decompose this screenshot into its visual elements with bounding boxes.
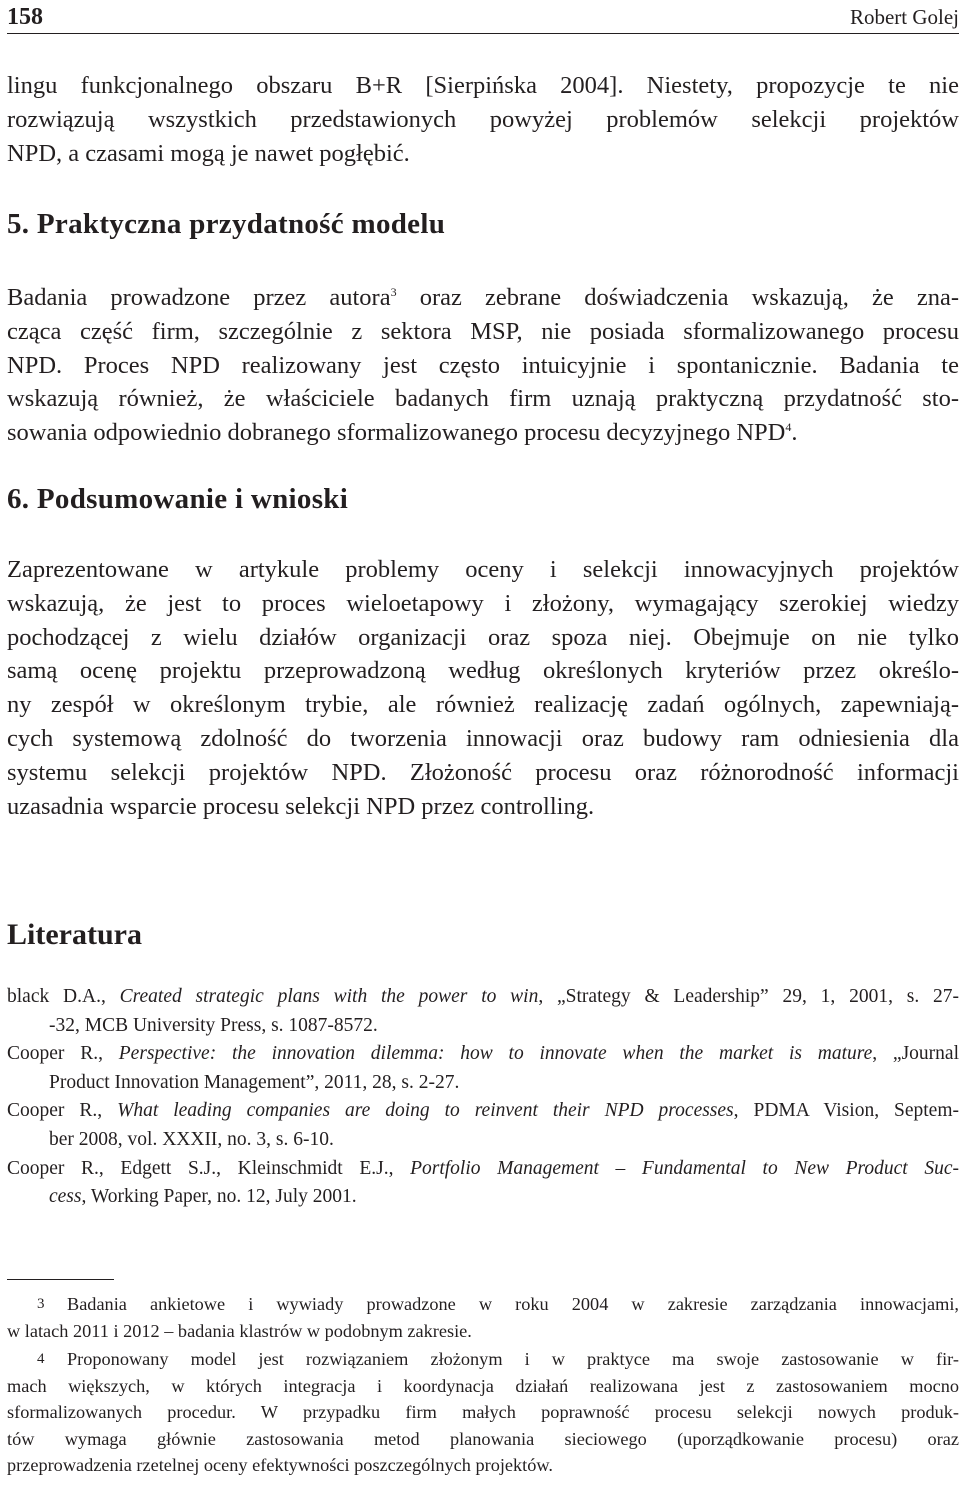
text-line: systemu selekcji projektów NPD. Złożoność procesu oraz różnorodność informacji — [7, 758, 959, 786]
section-6-paragraph — [7, 553, 959, 823]
reference-line: ber 2008, vol. XXXII, no. 3, s. 6-10. — [49, 1128, 334, 1150]
footnote-line: tów wymaga głównie zastosowania metod planowania sieciowego (uporządkowanie procesu) oraz — [7, 1428, 959, 1449]
footnote-line — [7, 1291, 959, 1318]
footnote-mark: 4 — [37, 1351, 45, 1367]
text-line: wskazują również, że właściciele badanych firm uznają praktyczną przydatność sto- — [7, 385, 959, 413]
running-header — [7, 0, 959, 34]
section-heading-5: 5. Praktyczna przydatność modelu — [7, 208, 446, 240]
ref-author: Cooper R. — [7, 1100, 98, 1122]
text-segment: Badania prowadzone przez autora — [7, 284, 391, 311]
ref-title: Created strategic plans with the power to win — [119, 986, 539, 1007]
text-line: lingu funkcjonalnego obszaru B+R [Sierpińska 2004]. Niestety, propozycje te nie — [7, 72, 959, 99]
text-line — [7, 416, 959, 450]
reference-line: -32, MCB University Press, s. 1087-8572. — [49, 1014, 378, 1036]
text-segment: sowania odpowiednio dobranego sformalizowanego procesu decyzyjnego NPD — [7, 419, 786, 447]
ref-details: , „Strategy & Leadership” 29, 1, 2001, s. 27- — [538, 986, 960, 1007]
running-author: Robert Golej — [849, 5, 959, 29]
ref-author: Cooper R., Edgett S.J., Kleinschmidt E.J. — [7, 1157, 389, 1179]
footnote-4 — [7, 1346, 959, 1479]
footnote-line: sformalizowanych procedur. W przypadku firm małych poprawność procesu selekcji nowych produk- — [7, 1402, 959, 1422]
reference-list — [7, 983, 959, 1212]
footnote-line: mach większych, w których integracja i koordynacja działań realizowana jest z zastosowaniem mocno — [7, 1375, 959, 1396]
ref-title: cess — [49, 1186, 82, 1208]
footnote-line: w latach 2011 i 2012 – badania klastrów w podobnym zakresie. — [7, 1320, 472, 1341]
text-line: cząca część firm, szczególnie z sektora MSP, nie posiada sformalizowanego procesu — [7, 317, 959, 345]
ref-title: Portfolio Management – Fundamental to New Product Suc- — [410, 1157, 959, 1179]
section-5-paragraph — [7, 281, 959, 450]
reference-line — [7, 1097, 959, 1126]
reference-line: Product Innovation Management”, 2011, 28, s. 2-27. — [49, 1071, 460, 1093]
ref-sep: , — [97, 1100, 118, 1122]
text-line: NPD. Proces NPD realizowany jest często intuicyjnie i spontanicznie. Badania te — [7, 351, 959, 379]
text-line: cych systemową zdolność do tworzenia innowacji oraz budowy ram odniesienia dla — [7, 724, 959, 752]
literature-heading: Literatura — [7, 918, 142, 951]
footnote-3 — [7, 1291, 959, 1344]
text-line: wskazują, że jest to proces wieloetapowy i złożony, wymagający szerokiej wiedzy — [7, 589, 959, 617]
footnote-text: Proponowany model jest rozwiązaniem złożonym i w praktyce ma swoje zastosowanie w fir- — [67, 1349, 959, 1369]
page-number: 158 — [7, 4, 43, 30]
footnote-mark: 3 — [37, 1296, 45, 1312]
reference-line — [7, 1183, 959, 1212]
footnote-line: przeprowadzenia rzetelnej oceny efektywności poszczególnych projektów. — [7, 1455, 553, 1475]
ref-details: , Working Paper, no. 12, July 2001. — [81, 1186, 357, 1208]
text-line: rozwiązują wszystkich przedstawionych powyżej problemów selekcji projektów — [7, 105, 959, 133]
intro-paragraph — [7, 69, 959, 170]
reference-item — [7, 1155, 959, 1212]
ref-details: , PDMA Vision, Septem- — [733, 1100, 960, 1122]
text-line: Zaprezentowane w artykule problemy oceny i selekcji innowacyjnych projektów — [7, 556, 959, 583]
text-line: uzasadnia wsparcie procesu selekcji NPD przez controlling. — [7, 792, 595, 820]
section-heading-6: 6. Podsumowanie i wnioski — [7, 483, 349, 515]
footnotes — [7, 1291, 959, 1479]
reference-item — [7, 1040, 959, 1097]
text-segment: . — [791, 419, 798, 447]
footnote-separator — [7, 1279, 114, 1280]
ref-author: Cooper R. — [7, 1043, 99, 1065]
footnote-line — [7, 1346, 959, 1373]
text-line: NPD, a czasami mogą je nawet pogłębić. — [7, 139, 410, 167]
text-line: pochodzącej z wielu działów organizacji oraz spoza niej. Obejmuje on nie tylko — [7, 623, 959, 651]
reference-item — [7, 1097, 959, 1154]
footnote-ref-4: 4 — [785, 420, 792, 435]
ref-sep: , — [98, 1043, 119, 1065]
reference-item — [7, 983, 959, 1040]
ref-sep: , — [100, 986, 120, 1007]
text-line — [7, 281, 959, 315]
ref-title: Perspective: the innovation dilemma: how to innovate when the market is mature — [118, 1043, 873, 1065]
ref-details: , „Journal — [872, 1043, 959, 1065]
reference-line — [7, 1040, 959, 1069]
text-line: ny zespół w określonym trybie, ale również realizację zadań ogólnych, zapewniają- — [7, 691, 959, 719]
ref-sep: , — [388, 1157, 411, 1179]
reference-line — [7, 1155, 959, 1184]
text-line: samą ocenę projektu przeprowadzoną według określonych kryteriów przez określo- — [7, 657, 959, 685]
reference-line — [7, 983, 959, 1012]
text-segment: oraz zebrane doświadczenia wskazują, że zna- — [396, 284, 959, 311]
ref-author: black D.A. — [7, 986, 101, 1007]
footnote-text: Badania ankietowe i wywiady prowadzone w roku 2004 w zakresie zarządzania innowacjami, — [67, 1294, 959, 1314]
ref-title: What leading companies are doing to reinvent their NPD processes — [117, 1100, 734, 1122]
footnote-ref-3: 3 — [390, 284, 397, 299]
